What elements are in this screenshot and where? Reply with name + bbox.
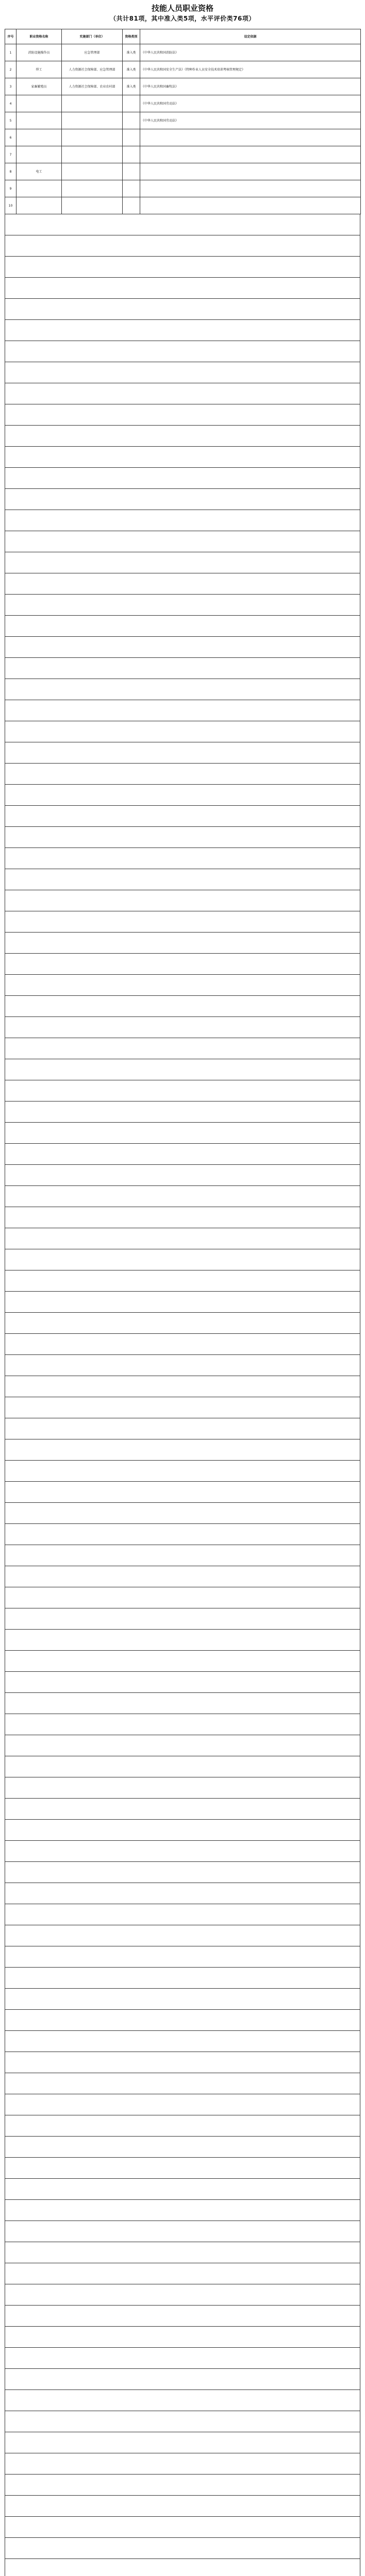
header-dept: 实施部门（单位） [62,29,123,44]
cell-type [123,197,140,214]
cell-seq: 9 [5,180,16,197]
cell-dept [62,180,123,197]
cell-name [16,180,62,197]
cell-dept: 人力资源社会保障部、农业农村部 [62,78,123,95]
table-row [5,95,361,112]
cell-type [123,95,140,112]
cell-dept [62,95,123,112]
table-row [5,61,361,78]
cell-dept [62,112,123,129]
cell-type [123,146,140,163]
cell-name: 家畜繁殖员 [16,78,62,95]
cell-seq: 3 [5,78,16,95]
table-row [5,129,361,146]
table-header-row [5,29,361,44]
cell-basis [140,129,361,146]
cell-name [16,129,62,146]
table-row [5,112,361,129]
cell-seq: 10 [5,197,16,214]
cell-type: 准入类 [123,44,140,61]
cell-type: 准入类 [123,61,140,78]
table-row [5,197,361,214]
document-header [0,0,365,29]
cell-basis [140,180,361,197]
document-subtitle: （共计81项，其中准入类5项，水平评价类76项） [110,15,255,22]
cell-name [16,197,62,214]
table-row [5,146,361,163]
header-seq: 序号 [5,29,16,44]
cell-basis [140,197,361,214]
cell-name [16,146,62,163]
cell-name [16,112,62,129]
header-type: 资格类别 [123,29,140,44]
cell-basis [140,146,361,163]
table-row [5,180,361,197]
cell-basis: 《中华人民共和国畜牧法》 [140,78,361,95]
header-basis: 设定依据 [140,29,361,44]
document-title: 技能人员职业资格 [151,4,213,13]
cell-name: 消防设施操作员 [16,44,62,61]
cell-dept [62,197,123,214]
cell-type [123,180,140,197]
cell-basis: 《中华人民共和国安全生产法》《特种作业人员安全技术培训考核管理规定》 [140,61,361,78]
table-continuation [5,214,360,2576]
table-row [5,163,361,180]
cell-seq: 5 [5,112,16,129]
cell-name: 焊工 [16,61,62,78]
table-row [5,44,361,61]
cell-seq: 8 [5,163,16,180]
cell-type: 准入类 [123,78,140,95]
cell-seq: 2 [5,61,16,78]
header-name: 职业资格名称 [16,29,62,44]
cell-dept [62,129,123,146]
cell-dept: 人力资源社会保障部、应急管理部 [62,61,123,78]
cell-name: 电工 [16,163,62,180]
cell-seq: 7 [5,146,16,163]
cell-dept [62,163,123,180]
cell-basis [140,163,361,180]
cell-dept [62,146,123,163]
cell-basis: 《中华人民共和国消防法》 [140,44,361,61]
cell-type [123,129,140,146]
cell-name [16,95,62,112]
cell-seq: 1 [5,44,16,61]
qualification-table [5,29,361,214]
cell-basis: 《中华人民共和国劳动法》 [140,95,361,112]
table-row [5,78,361,95]
cell-type [123,112,140,129]
cell-seq: 4 [5,95,16,112]
cell-basis: 《中华人民共和国劳动法》 [140,112,361,129]
cell-seq: 6 [5,129,16,146]
cell-dept: 应急管理部 [62,44,123,61]
cell-type [123,163,140,180]
